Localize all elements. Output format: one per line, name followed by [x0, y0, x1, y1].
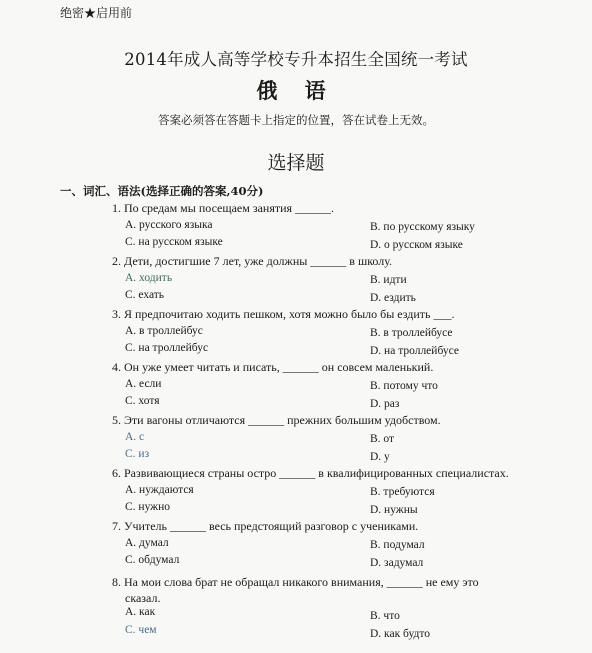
question-1-option-c: С. на русском языке: [125, 236, 223, 248]
question-8-option-d: D. как будто: [370, 628, 430, 640]
question-8-stem-continued: сказал.: [125, 591, 161, 605]
question-1-stem: 1. По средам мы посещаем занятия ______.: [112, 201, 335, 215]
question-3-stem: 3. Я предпочитаю ходить пешком, хотя можно было бы ездить ___.: [112, 307, 455, 321]
question-4-option-b: В. потому что: [370, 380, 438, 392]
question-2-option-a: А. ходить: [125, 272, 173, 284]
question-8-option-b: В. что: [370, 610, 400, 622]
exam-title: 2014年成人高等学校专升本招生全国统一考试: [124, 50, 468, 69]
question-2-option-c: С. ехать: [125, 289, 165, 301]
question-7-option-d: D. задумал: [370, 557, 424, 569]
question-8-option-a: А. как: [125, 606, 156, 618]
question-1-option-b: В. по русскому языку: [370, 221, 475, 233]
question-6-stem: 6. Развивающиеся страны остро ______ в квалифицированных специалистах.: [112, 466, 509, 480]
question-8-option-c: С. чем: [125, 624, 157, 636]
question-7-option-b: В. подумал: [370, 539, 425, 551]
question-1-option-a: А. русского языка: [125, 219, 213, 231]
question-4-option-c: С. хотя: [125, 395, 160, 407]
question-7-stem: 7. Учитель ______ весь предстоящий разговор с учениками.: [112, 519, 419, 533]
question-7-option-c: С. обдумал: [125, 554, 180, 566]
question-6-option-d: D. нужны: [370, 504, 418, 516]
question-5-option-a: А. с: [125, 431, 145, 443]
question-5-option-c: С. из: [125, 448, 150, 460]
subject-title: 俄 语: [256, 78, 336, 103]
question-2-option-b: В. идти: [370, 274, 407, 286]
question-5-option-d: D. у: [370, 451, 390, 463]
question-4-option-d: D. раз: [370, 398, 400, 410]
question-8-stem: 8. На мои слова брат не обращал никакого внимания, ______ не ему это: [112, 575, 479, 589]
section-title: 选择题: [267, 152, 325, 174]
question-6-option-c: С. нужно: [125, 501, 171, 513]
question-5-stem: 5. Эти вагоны отличаются ______ прежних большим удобством.: [112, 413, 441, 427]
question-7-option-a: А. думал: [125, 537, 169, 549]
question-1-option-d: D. о русском языке: [370, 239, 463, 251]
question-4-stem: 4. Он уже умеет читать и писать, ______ он совсем маленький.: [112, 360, 434, 374]
confidential-label: 绝密★启用前: [60, 6, 133, 20]
part-title: 一、词汇、语法(选择正确的答案,40分): [60, 184, 264, 198]
question-3-option-c: С. на троллейбус: [125, 342, 209, 354]
question-6-option-b: В. требуются: [370, 486, 435, 498]
question-3-option-a: А. в троллейбус: [125, 325, 203, 337]
question-5-option-b: В. от: [370, 433, 395, 445]
question-2-option-d: D. ездить: [370, 292, 416, 304]
question-4-option-a: А. если: [125, 378, 162, 390]
question-3-option-d: D. на троллейбусе: [370, 345, 459, 357]
question-6-option-a: А. нуждаются: [125, 484, 194, 496]
question-3-option-b: В. в троллейбусе: [370, 327, 453, 339]
instructions: 答案必须答在答题卡上指定的位置，答在试卷上无效。: [158, 113, 434, 127]
question-2-stem: 2. Дети, достигшие 7 лет, уже должны ______ в школу.: [112, 254, 393, 268]
